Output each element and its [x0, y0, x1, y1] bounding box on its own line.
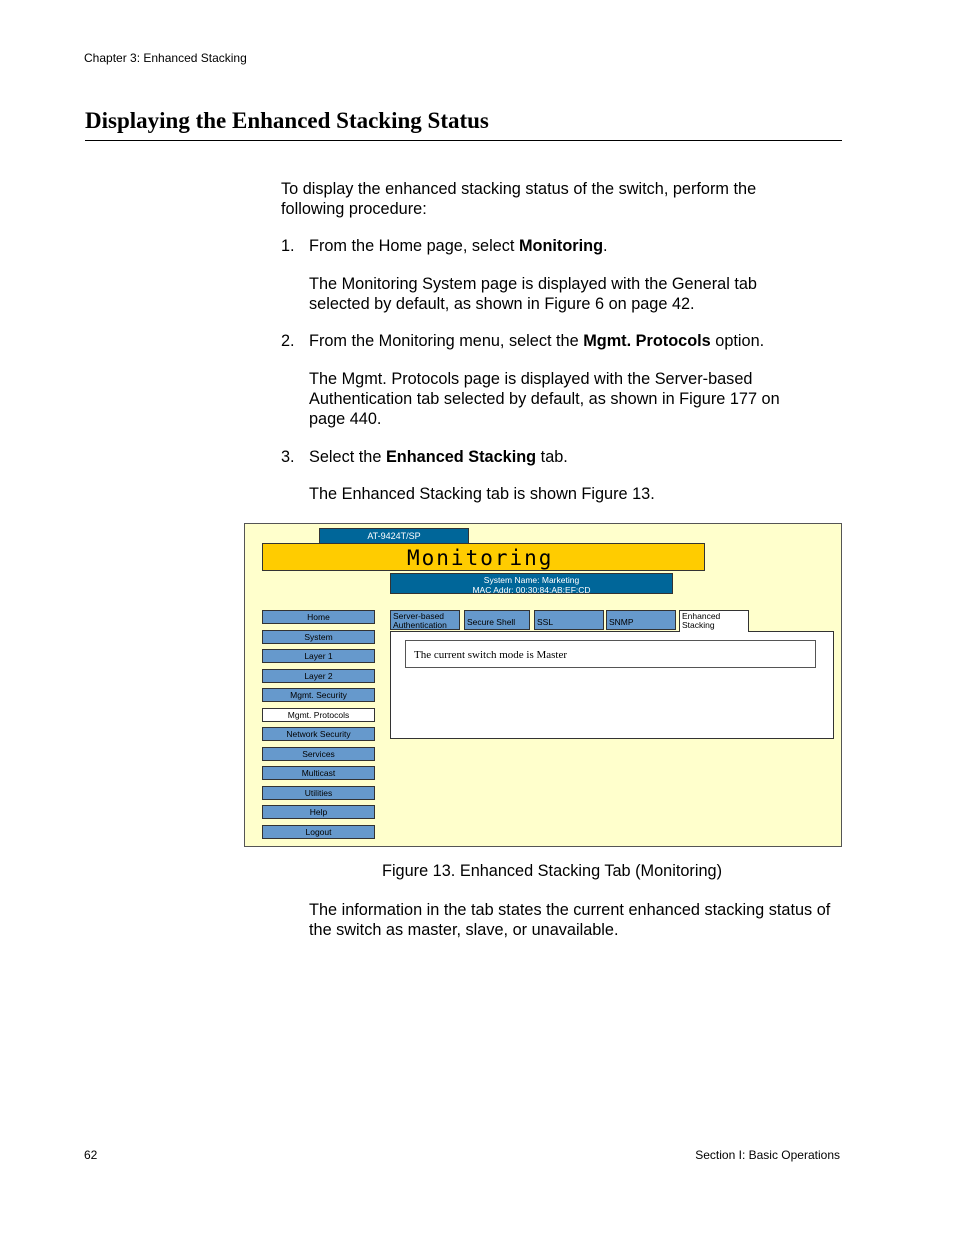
- running-header: Chapter 3: Enhanced Stacking: [84, 51, 247, 65]
- tab-server-based-authentication[interactable]: Server-based Authentication: [390, 610, 460, 630]
- figure-screenshot: [244, 523, 842, 847]
- figure-caption: Figure 13. Enhanced Stacking Tab (Monitoring): [382, 862, 722, 880]
- step-note: The Enhanced Stacking tab is shown Figure 13.: [309, 485, 655, 503]
- tab-snmp[interactable]: SNMP: [606, 610, 676, 630]
- intro-paragraph: To display the enhanced stacking status of the switch, perform the following procedure:: [281, 180, 757, 218]
- nav-item-layer-1[interactable]: Layer 1: [262, 649, 375, 663]
- tab-ssl[interactable]: SSL: [534, 610, 604, 630]
- closing-paragraph: The information in the tab states the current enhanced stacking status of the switch as master, slave, or unavailable.: [309, 901, 831, 939]
- nav-item-services[interactable]: Services: [262, 747, 375, 761]
- nav-item-system[interactable]: System: [262, 630, 375, 644]
- nav-item-mgmt-protocols[interactable]: Mgmt. Protocols: [262, 708, 375, 722]
- step-instruction: From the Monitoring menu, select the Mgmt. Protocols option.: [309, 332, 765, 350]
- device-model-bar: AT-9424T/SP: [319, 528, 469, 544]
- nav-item-home[interactable]: Home: [262, 610, 375, 624]
- nav-item-utilities[interactable]: Utilities: [262, 786, 375, 800]
- nav-item-help[interactable]: Help: [262, 805, 375, 819]
- nav-item-multicast[interactable]: Multicast: [262, 766, 375, 780]
- step-instruction: From the Home page, select Monitoring.: [309, 237, 608, 255]
- mac-address: MAC Addr: 00:30:84:AB:EF:CD: [472, 585, 591, 595]
- running-footer: Section I: Basic Operations: [695, 1148, 840, 1162]
- step-instruction: Select the Enhanced Stacking tab.: [309, 448, 568, 466]
- nav-item-layer-2[interactable]: Layer 2: [262, 669, 375, 683]
- page-number: 62: [84, 1148, 98, 1162]
- tab-content-panel: [390, 631, 834, 739]
- system-name: System Name: Marketing: [483, 575, 580, 585]
- tab-enhanced-stacking[interactable]: Enhanced Stacking: [679, 610, 749, 632]
- title-rule: [85, 140, 842, 141]
- step-note: The Monitoring System page is displayed with the General tab selected by default, as shown in Figure 6 on page 42.: [309, 275, 757, 313]
- section-title: Displaying the Enhanced Stacking Status: [85, 108, 489, 133]
- switch-mode-status: The current switch mode is Master: [405, 640, 816, 668]
- nav-item-logout[interactable]: Logout: [262, 825, 375, 839]
- nav-item-mgmt-security[interactable]: Mgmt. Security: [262, 688, 375, 702]
- tab-secure-shell[interactable]: Secure Shell: [464, 610, 530, 630]
- nav-item-network-security[interactable]: Network Security: [262, 727, 375, 741]
- step-note: The Mgmt. Protocols page is displayed with the Server-based Authentication tab selected by default, as shown in Figure 177 on page 440.: [309, 370, 780, 428]
- step-number: 2.: [281, 332, 295, 350]
- system-info-bar: [390, 573, 673, 594]
- page-title-bar: Monitoring: [262, 543, 705, 571]
- step-number: 3.: [281, 448, 295, 466]
- step-number: 1.: [281, 237, 295, 255]
